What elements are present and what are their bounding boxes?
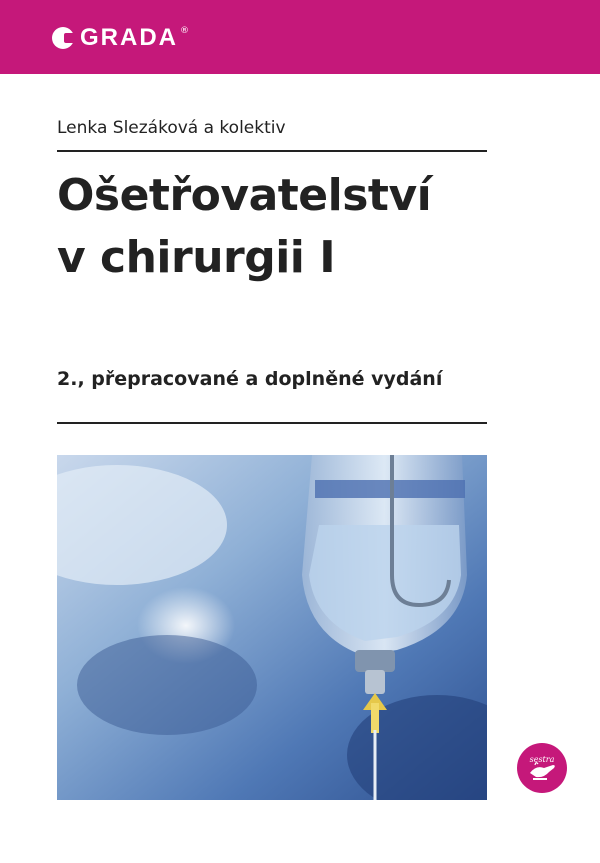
series-logo-text: sestra: [529, 755, 555, 764]
cover-photo: [57, 455, 487, 800]
author-line: Lenka Slezáková a kolektiv: [57, 118, 286, 138]
publisher-name: GRADA: [80, 24, 178, 51]
edition-line: 2., přepracované a doplněné vydání: [57, 368, 443, 390]
grada-logo-icon: [52, 27, 74, 49]
publisher-bar: [0, 0, 600, 74]
iv-drip-bottle-icon: [57, 455, 487, 800]
publisher-logo: [52, 22, 189, 54]
top-divider: [57, 150, 487, 152]
sestra-series-logo: [517, 743, 567, 793]
registered-mark: ®: [180, 26, 189, 36]
title-line-1: Ošetřovatelství: [57, 170, 432, 221]
bottom-divider: [57, 422, 487, 424]
oil-lamp-icon: [522, 751, 562, 785]
book-title: [57, 165, 431, 289]
title-line-2: v chirurgii I: [57, 232, 336, 283]
